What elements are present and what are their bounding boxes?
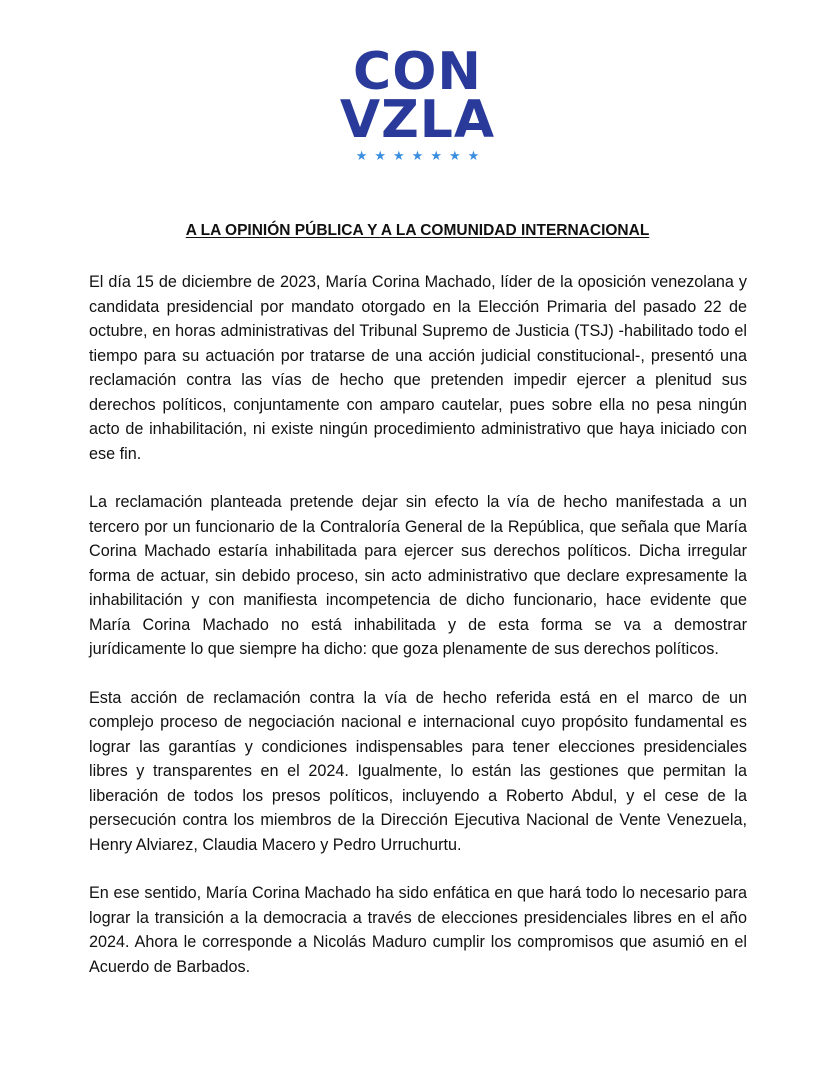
logo-line-vzla: VZLA	[339, 90, 496, 150]
logo-line-con: CON	[353, 42, 482, 102]
convzla-logo	[0, 42, 835, 164]
paragraph-4: En ese sentido, María Corina Machado ha sido enfática en que hará todo lo necesario para lograr la transición a la democracia a través de elecciones presidenciales libres en el año 2024. Ahora le corresponde a Nicolás Maduro cumplir los compromisos que asumió en el Acuerdo de Barbados.	[89, 884, 747, 976]
document-heading: A LA OPINIÓN PÚBLICA Y A LA COMUNIDAD INTERNACIONAL	[185, 222, 650, 239]
document-body	[89, 270, 747, 1003]
paragraph-2: La reclamación planteada pretende dejar sin efecto la vía de hecho manifestada a un tercero por un funcionario de la Contraloría General de la República, que señala que María Corina Machado estaría inhabilitada para ejercer sus derechos políticos. Dicha irregular forma de actuar, sin debido proceso, sin acto administrativo que declare expresamente la inhabilitación y con manifiesta incompetencia de dicho funcionario, hace evidente que María Corina Machado no está inhabilitada y de esta forma se va a demostrar jurídicamente lo que siempre ha dicho: que goza plenamente de sus derechos políticos.	[89, 493, 747, 658]
paragraph-1: El día 15 de diciembre de 2023, María Corina Machado, líder de la oposición venezolana y candidata presidencial por mandato otorgado en la Elección Primaria del pasado 22 de octubre, en horas administrativas del Tribunal Supremo de Justicia (TSJ) -habilitado todo el tiempo para su actuación por tratarse de una acción judicial constitucional-, presentó una reclamación contra las vías de hecho que pretenden impedir ejercer a plenitud sus derechos políticos, conjuntamente con amparo cautelar, pues sobre ella no pesa ningún acto de inhabilitación, ni existe ningún procedimiento administrativo que haya iniciado con ese fin.	[89, 273, 747, 463]
logo-stars-icon: ★★★★★★★	[355, 148, 487, 163]
paragraph-3: Esta acción de reclamación contra la vía de hecho referida está en el marco de un complejo proceso de negociación nacional e internacional cuyo propósito fundamental es lograr las garantías y condiciones indispensables para tener elecciones presidenciales libres y transparentes en el 2024. Igualmente, lo están las gestiones que permitan la liberación de todos los presos políticos, incluyendo a Roberto Abdul, y el cese de la persecución contra los miembros de la Dirección Ejecutiva Nacional de Vente Venezuela, Henry Alviarez, Claudia Macero y Pedro Urruchurtu.	[89, 688, 747, 854]
